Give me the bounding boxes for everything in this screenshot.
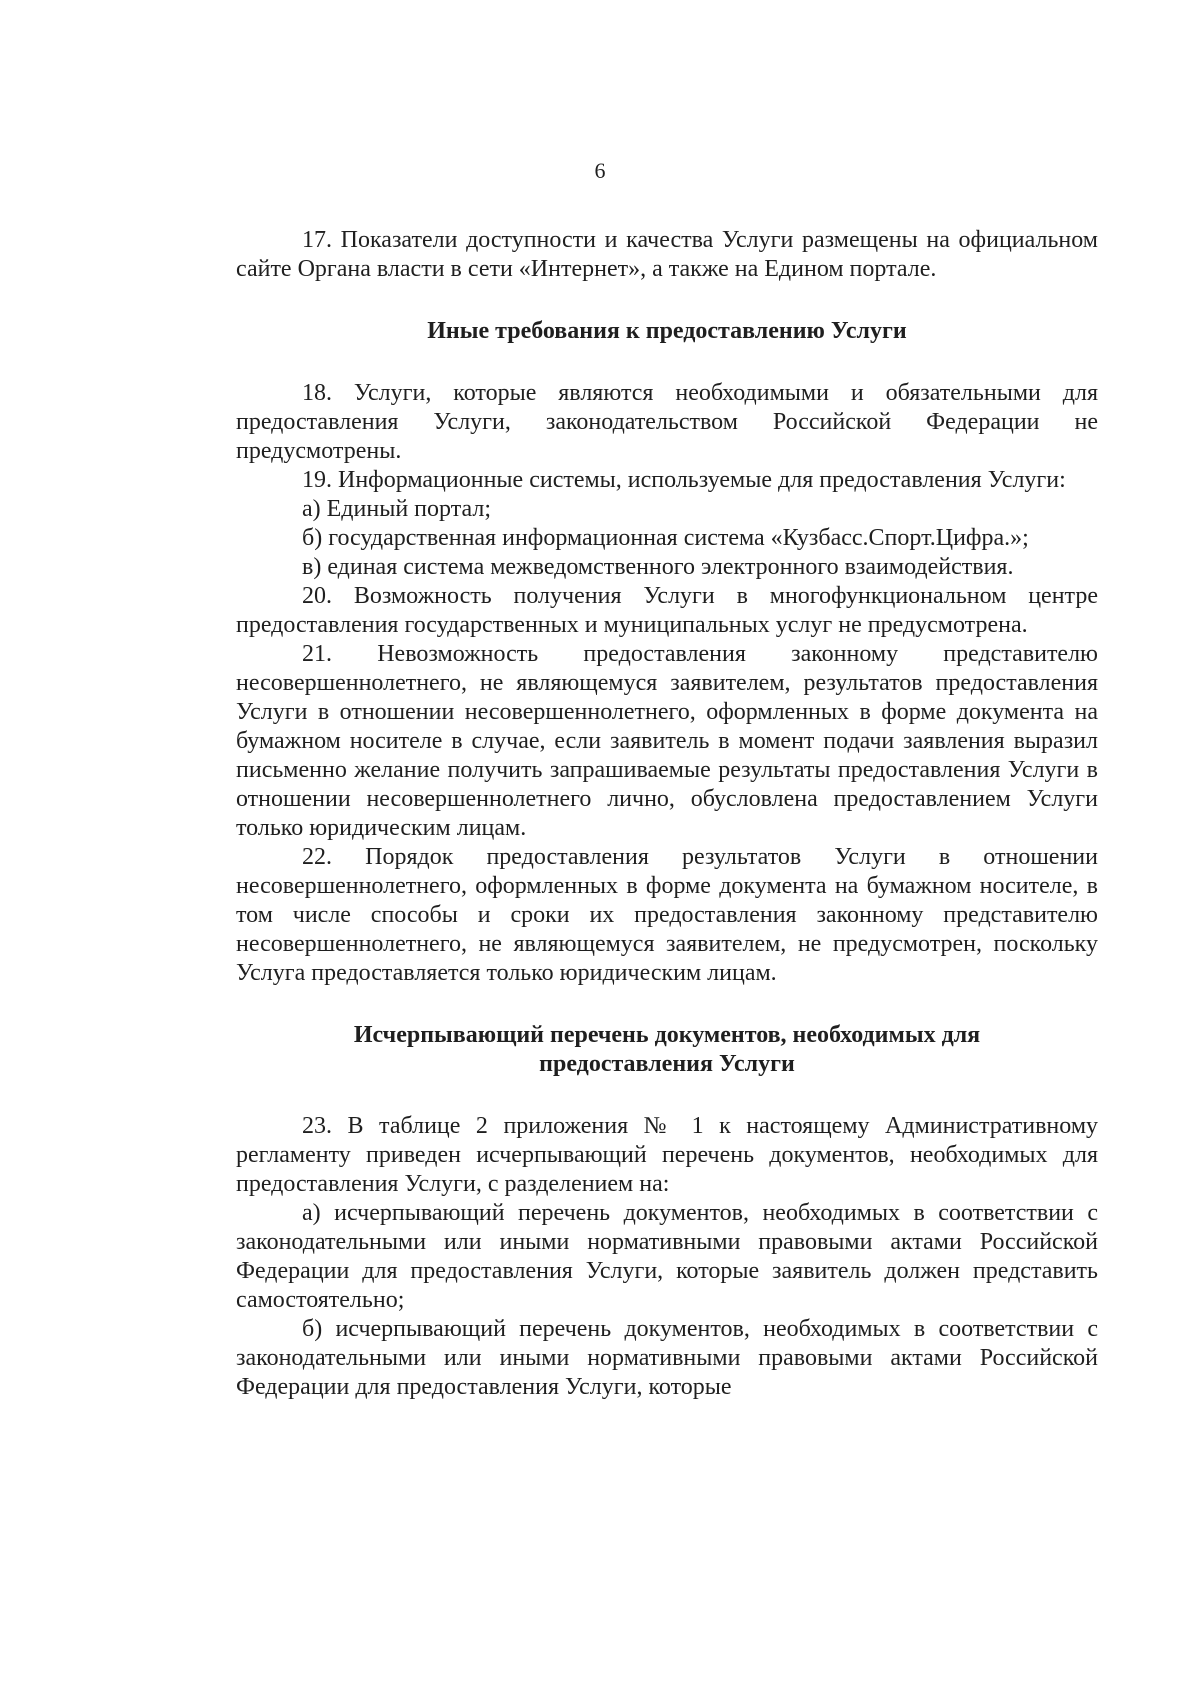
document-body [236,226,1098,1402]
list-item-a: а) Единый портал; [302,496,491,522]
paragraph-23b: б) исчерпывающий перечень документов, необходимых в соответствии с законодательными или иными нормативными правовыми актами Российской Федерации для предоставления Услуги, которые [236,1316,1098,1400]
list-item-c: в) единая система межведомственного электронного взаимодействия. [302,554,1014,580]
section-heading-other-requirements: Иные требования к предоставлению Услуги [427,318,907,344]
page-number: 6 [594,158,606,183]
paragraph-18: 18. Услуги, которые являются необходимыми и обязательными для предоставления Услуги, законодательством Российской Федерации не предусмотрены. [236,380,1098,464]
paragraph-17: 17. Показатели доступности и качества Услуги размещены на официальном сайте Органа власти в сети «Интернет», а также на Едином портале. [236,227,1098,282]
paragraph-19: 19. Информационные системы, используемые для предоставления Услуги: [302,467,1066,493]
paragraph-22: 22. Порядок предоставления результатов Услуги в отношении несовершеннолетнего, оформленных в форме документа на бумажном носителе, в том числе способы и сроки их предоставления законному представителю несовершеннолетнего, не являющемуся заявителем, не предусмотрен, поскольку Услуга предоставляется только юридическим лицам. [236,844,1098,986]
paragraph-21: 21. Невозможность предоставления законному представителю несовершеннолетнего, не являющемуся заявителем, результатов предоставления Услуги в отношении несовершеннолетнего, оформленных в форме документа на бумажном носителе в случае, если заявитель в момент подачи заявления выразил письменно желание получить запрашиваемые результаты предоставления Услуги в отношении несовершеннолетнего лично, обусловлена предоставлением Услуги только юридическим лицам. [236,641,1098,841]
section-heading-documents-line1: Исчерпывающий перечень документов, необходимых для [353,1022,981,1048]
paragraph-23a: а) исчерпывающий перечень документов, необходимых в соответствии с законодательными или иными нормативными правовыми актами Российской Федерации для предоставления Услуги, которые заявитель должен представить самостоятельно; [236,1200,1098,1313]
paragraph-23: 23. В таблице 2 приложения № 1 к настоящему Административному регламенту приведен исчерпывающий перечень документов, необходимых для предоставления Услуги, с разделением на: [236,1113,1098,1197]
list-item-b: б) государственная информационная система «Кузбасс.Спорт.Цифра.»; [302,525,1029,551]
paragraph-20: 20. Возможность получения Услуги в многофункциональном центре предоставления государственных и муниципальных услуг не предусмотрена. [236,583,1098,638]
section-heading-documents-line2: предоставления Услуги [539,1051,795,1077]
